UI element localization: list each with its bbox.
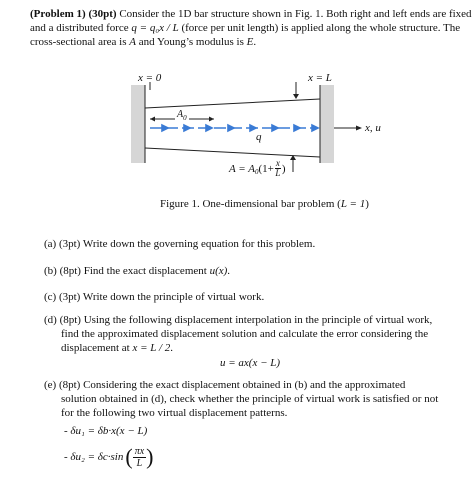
area-open: (1+ — [258, 162, 274, 175]
question-c: (c) (3pt) Write down the principle of virtual work. — [44, 291, 265, 303]
caption-prefix: Figure 1. One-dimensional bar problem ( — [160, 198, 341, 210]
question-e-line-3: for the following two virtual displacement patterns. — [61, 407, 288, 419]
area-sub: 0 — [254, 167, 259, 176]
question-d-line-2: find the approximated displacement solution and calculate the error considering the — [61, 328, 429, 340]
bar-top-edge — [145, 99, 320, 108]
area-close: ) — [281, 162, 286, 175]
modulus-symbol: E — [246, 36, 254, 48]
question-e-line-2: solution obtained in (d), check whether the principle of virtual work is satisfied or not — [61, 393, 439, 405]
a0-arrowhead-left — [150, 117, 155, 122]
question-b-post: . — [227, 265, 231, 277]
caption-math: L = 1 — [340, 198, 366, 210]
question-b-math: u(x) — [209, 265, 228, 277]
xL-label: x = L — [308, 72, 332, 84]
area-denominator: L — [275, 168, 281, 178]
question-b — [44, 265, 230, 277]
e-equation-2 — [64, 442, 153, 472]
axis-label: x, u — [365, 122, 381, 134]
figure-caption — [160, 198, 369, 210]
bar-bottom-edge — [145, 148, 320, 157]
question-e — [44, 378, 454, 420]
question-d-line-3-text: displacement at — [61, 342, 133, 354]
statement-text-5: and Young’s modulus is — [136, 36, 247, 48]
area-formula — [229, 159, 286, 178]
e-equation-1: - δu₁ = δb·x(x − L) — [64, 425, 148, 437]
e-equation-2-paren: ( — [125, 444, 133, 469]
question-b-text: (b) (8pt) Find the exact displacement — [44, 265, 210, 277]
statement-text-6: . — [253, 36, 257, 48]
question-d — [44, 313, 454, 355]
question-d-line-1: (d) (8pt) Using the following displacement interpolation in the principle of virtual work, — [44, 314, 433, 326]
area-fraction — [275, 159, 281, 178]
e-equation-2-numerator: πx — [134, 445, 145, 457]
e-equation-2-paren-close: ) — [146, 444, 154, 469]
d-equation: u = ax(x − L) — [220, 357, 281, 369]
question-d-line-3 — [44, 341, 454, 355]
statement-text-3: (force per unit length) is applied along the whole structure. The — [178, 22, 461, 34]
x0-label: x = 0 — [138, 72, 162, 84]
e-equation-2-lhs: - δu₂ = δc·sin — [64, 451, 124, 463]
question-a: (a) (3pt) Write down the governing equation for this problem. — [44, 238, 316, 250]
statement-text-2: and a distributed force — [30, 22, 132, 34]
area-numerator: x — [275, 158, 280, 168]
question-d-math: x = L / 2 — [132, 342, 171, 354]
statement-text-1: Consider the 1D bar structure shown in Fig. 1. Both right and left ends are fixed — [116, 8, 472, 20]
left-wall — [131, 85, 145, 163]
axis-arrowhead — [356, 126, 362, 131]
e-equation-2-denominator: L — [136, 457, 143, 469]
a0-arrowhead-right — [209, 117, 214, 122]
question-d-line-3-post: . — [170, 342, 174, 354]
force-expression: q = q₀x / L — [131, 22, 179, 34]
question-e-line-1: (e) (8pt) Considering the exact displacement obtained in (b) and the approximated — [44, 379, 406, 391]
right-wall — [320, 85, 334, 163]
a0-label: $A_0$ — [177, 109, 187, 122]
area-symbol: A — [129, 36, 136, 48]
q-label: q — [256, 131, 262, 143]
statement-text-4: cross-sectional area is — [30, 36, 130, 48]
distributed-load-arrows — [150, 125, 318, 131]
xL-arrowhead — [293, 94, 299, 99]
caption-suffix: ) — [365, 198, 369, 210]
problem-label: (Problem 1) (30pt) — [30, 8, 117, 20]
area-lhs: A = A — [229, 162, 255, 175]
e-equation-2-fraction — [133, 446, 146, 469]
